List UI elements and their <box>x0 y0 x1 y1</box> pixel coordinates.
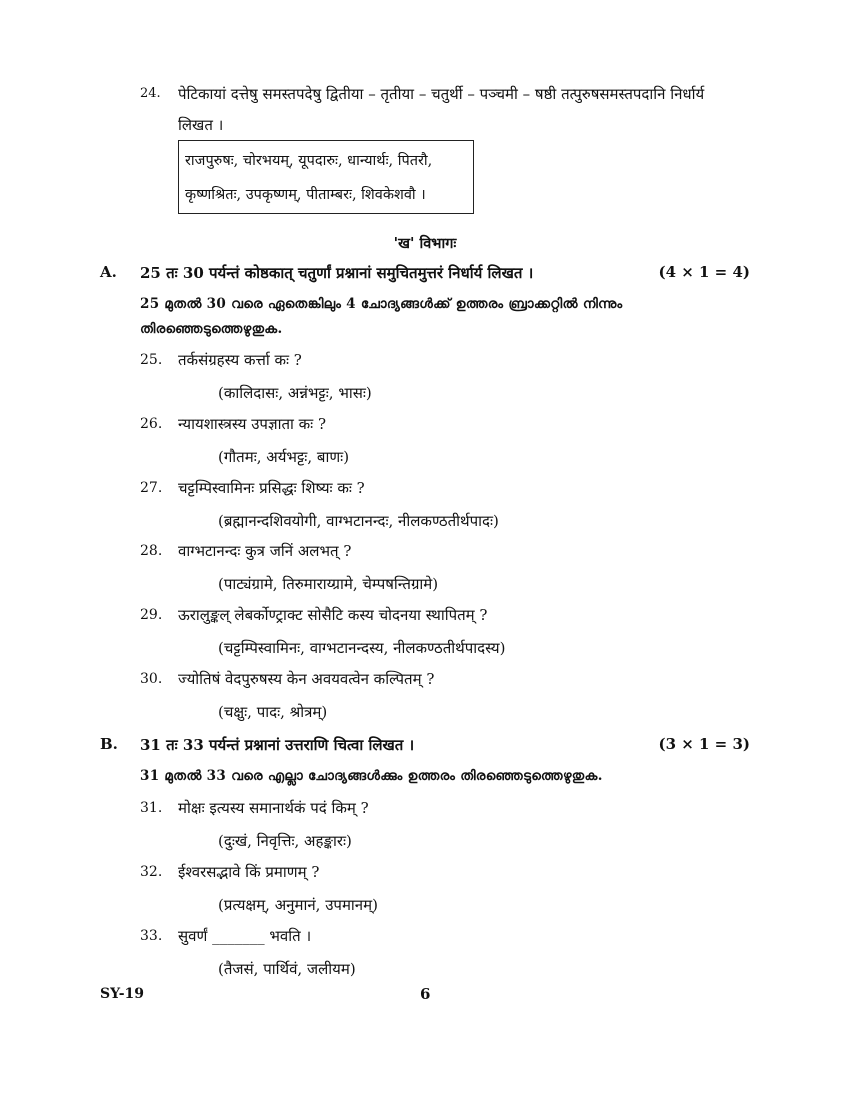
question-31-text: मोक्षः इत्यस्य समानार्थकं पदं किम् ? <box>178 799 369 817</box>
question-28-number: 28. <box>140 543 163 559</box>
section-b-marks: (3 × 1 = 3) <box>658 735 750 753</box>
question-33-number: 33. <box>140 928 163 944</box>
question-24-text-line2: लिखत । <box>178 116 224 134</box>
section-a-marks: (4 × 1 = 4) <box>658 263 750 281</box>
question-25-text: तर्कसंग्रहस्य कर्त्ता कः ? <box>178 351 302 369</box>
section-b-letter: B. <box>100 735 118 753</box>
question-33-options: (तैजसं, पार्थिवं, जलीयम) <box>218 960 356 978</box>
question-32-number: 32. <box>140 864 163 880</box>
section-a-malayalam-line1: 25 മുതൽ 30 വരെ ഏതെങ്കിലും 4 ചോദ്യങ്ങൾക്ക് ഉത്തരം ബ്രാക്കറ്റിൽ നിന്നും <box>140 296 623 312</box>
question-28-options: (पाट्यंग्रामे, तिरुमाराय्ग्रामे, चेम्पषन्तिग्रामे) <box>218 575 439 593</box>
word-box-line1: राजपुरुषः, चोरभयम्, यूपदारुः, धान्यार्थः, पितरौ, <box>185 153 433 169</box>
question-24-text-line1: पेटिकायां दत्तेषु समस्तपदेषु द्वितीया – तृतीया – चतुर्थी – पञ्चमी – षष्ठी तत्पुरुषसमस्तपदानि निर्धार्य <box>178 85 705 103</box>
question-32-text: ईश्वरसद्भावे किं प्रमाणम् ? <box>178 863 320 881</box>
footer-paper-code: SY-19 <box>100 986 144 1002</box>
question-30-options: (चक्षुः, पादः, श्रोत्रम्) <box>218 703 328 721</box>
section-a-letter: A. <box>100 263 117 281</box>
question-29-number: 29. <box>140 607 163 623</box>
question-26-text: न्यायशास्त्रस्य उपज्ञाता कः ? <box>178 415 327 433</box>
question-24-number: 24. <box>140 86 161 101</box>
question-27-options: (ब्रह्मानन्दशिवयोगी, वाग्भटानन्दः, नीलकण्ठतीर्थपादः) <box>218 512 499 530</box>
question-30-number: 30. <box>140 671 163 687</box>
question-25-number: 25. <box>140 352 163 368</box>
section-a-malayalam-line2: തിരഞ്ഞെടുത്തെഴുതുക. <box>140 321 283 337</box>
section-a-instruction: 25 तः 30 पर्यन्तं कोष्ठकात् चतुर्णां प्रश्नानां समुचितमुत्तरं निर्धार्य लिखत । <box>140 264 534 282</box>
question-32-options: (प्रत्यक्षम्, अनुमानं, उपमानम्) <box>218 896 378 914</box>
footer-page-number: 6 <box>420 985 431 1003</box>
question-31-options: (दुःखं, निवृत्तिः, अहङ्कारः) <box>218 832 352 850</box>
question-26-number: 26. <box>140 416 163 432</box>
question-27-number: 27. <box>140 480 163 496</box>
section-b-instruction: 31 तः 33 पर्यन्तं प्रश्नानां उत्तराणि चित्वा लिखत । <box>140 736 415 754</box>
question-29-options: (चट्टम्पिस्वामिनः, वाग्भटानन्दस्य, नीलकण्ठतीर्थपादस्य) <box>218 639 506 657</box>
section-heading: 'ख' विभागः <box>393 235 457 252</box>
question-30-text: ज्योतिषं वेदपुरुषस्य केन अवयवत्वेन कल्पितम् ? <box>178 670 435 688</box>
question-27-text: चट्टम्पिस्वामिनः प्रसिद्धः शिष्यः कः ? <box>178 479 365 497</box>
question-24-word-box <box>178 140 474 214</box>
question-31-number: 31. <box>140 800 163 816</box>
section-b-malayalam-line1: 31 മുതൽ 33 വരെ എല്ലാ ചോദ്യങ്ങൾക്കും ഉത്തരം തിരഞ്ഞെടുത്തെഴുതുക. <box>140 768 603 784</box>
question-25-options: (कालिदासः, अन्नंभट्टः, भासः) <box>218 384 372 402</box>
word-box-line2: कृष्णश्रितः, उपकृष्णम्, पीताम्बरः, शिवकेशवौ । <box>185 187 426 203</box>
question-33-text: सुवर्णं _______ भवति । <box>178 927 312 945</box>
question-28-text: वाग्भटानन्दः कुत्र जनिं अलभत् ? <box>178 542 352 560</box>
question-26-options: (गौतमः, अर्यभट्टः, बाणः) <box>218 448 350 466</box>
question-29-text: ऊरालुङ्कल् लेबर्कोण्ट्राक्ट सोसैटि कस्य चोदनया स्थापितम् ? <box>178 606 488 624</box>
